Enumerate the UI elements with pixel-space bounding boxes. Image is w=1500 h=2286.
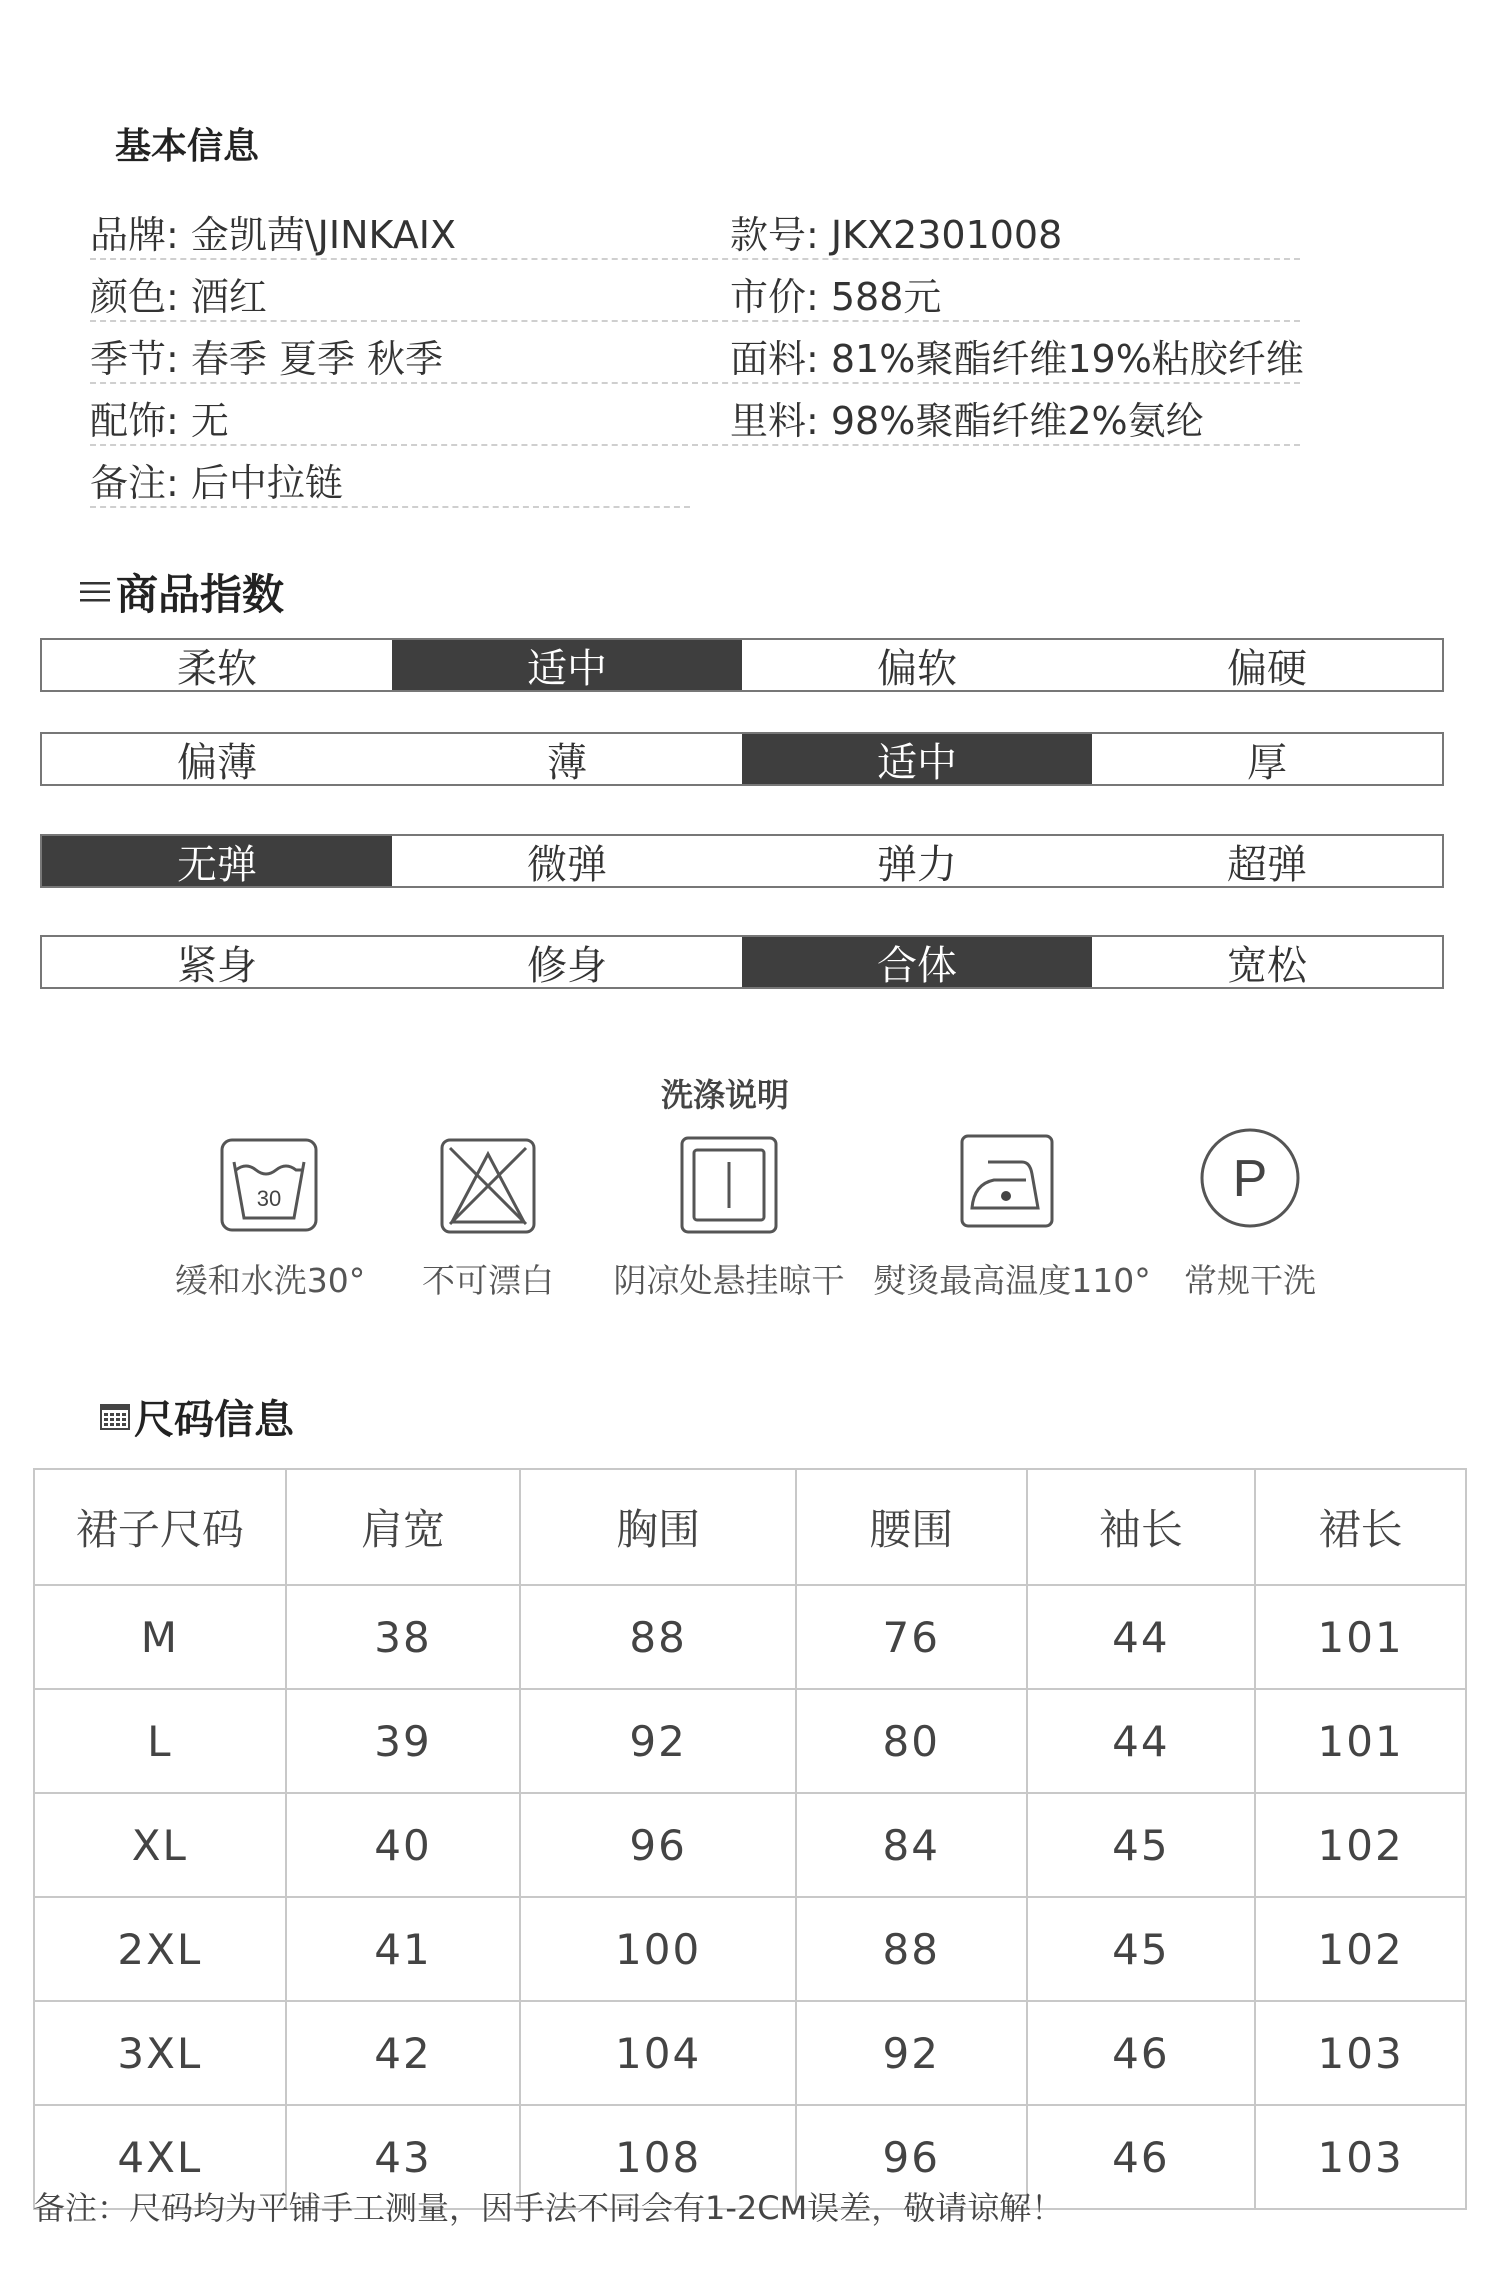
table-cell: 103 <box>1255 2001 1466 2105</box>
index-cell-selected: 无弹 <box>42 836 392 886</box>
header-cell: 裙长 <box>1255 1469 1466 1585</box>
info-season: 季节: 春季 夏季 秋季 <box>90 337 444 381</box>
index-row-elasticity <box>40 834 1444 888</box>
wash-30-icon <box>220 1138 318 1232</box>
index-cell: 厚 <box>1247 739 1287 786</box>
table-cell: 45 <box>1027 1897 1256 2001</box>
table-cell: M <box>34 1585 286 1689</box>
table-cell: 38 <box>286 1585 521 1689</box>
table-cell: 88 <box>520 1585 796 1689</box>
wash-temp: 30 <box>256 1186 282 1211</box>
header-cell: 肩宽 <box>286 1469 521 1585</box>
list-icon <box>80 580 110 604</box>
table-cell: 2XL <box>34 1897 286 2001</box>
index-cell-selected: 适中 <box>392 640 742 690</box>
table-cell: 46 <box>1027 2001 1256 2105</box>
header-cell: 腰围 <box>796 1469 1027 1585</box>
info-style-number: 款号: JKX2301008 <box>730 213 1063 257</box>
header-cell: 裙子尺码 <box>34 1469 286 1585</box>
table-cell: 84 <box>796 1793 1027 1897</box>
calendar-icon <box>100 1402 130 1430</box>
info-row <box>90 444 690 508</box>
dry-clean-letter: P <box>1232 1150 1268 1208</box>
table-row <box>34 2001 1466 2105</box>
table-row <box>34 1585 1466 1689</box>
size-table <box>33 1468 1467 2210</box>
table-cell: 40 <box>286 1793 521 1897</box>
index-cell: 偏硬 <box>1227 645 1307 692</box>
index-cell: 偏软 <box>877 645 957 692</box>
table-cell: 4XL <box>34 2105 286 2209</box>
index-cell: 紧身 <box>177 942 257 989</box>
table-row <box>34 1897 1466 2001</box>
index-cell: 微弹 <box>527 841 607 888</box>
table-cell: 101 <box>1255 1689 1466 1793</box>
index-cell: 宽松 <box>1227 942 1307 989</box>
table-cell: 44 <box>1027 1585 1256 1689</box>
index-row-fit <box>40 935 1444 989</box>
dry-clean-icon <box>1198 1126 1302 1230</box>
info-row <box>90 196 1300 260</box>
index-cell-selected: 适中 <box>742 734 1092 784</box>
info-remark: 备注: 后中拉链 <box>90 461 343 505</box>
index-cell: 薄 <box>547 739 587 786</box>
product-index-title: 商品指数 <box>116 570 285 619</box>
table-cell: 46 <box>1027 2105 1256 2209</box>
table-cell: 108 <box>520 2105 796 2209</box>
size-info-title: 尺码信息 <box>134 1397 294 1443</box>
basic-info-title: 基本信息 <box>115 126 260 167</box>
table-cell: 102 <box>1255 1897 1466 2001</box>
index-cell: 偏薄 <box>177 739 257 786</box>
wash-label: 常规干洗 <box>1184 1261 1316 1300</box>
table-cell: 39 <box>286 1689 521 1793</box>
table-cell: 45 <box>1027 1793 1256 1897</box>
index-cell-selected: 合体 <box>742 937 1092 987</box>
index-row-thickness <box>40 732 1444 786</box>
table-cell: 3XL <box>34 2001 286 2105</box>
table-cell: 102 <box>1255 1793 1466 1897</box>
table-cell: 80 <box>796 1689 1027 1793</box>
table-cell: 43 <box>286 2105 521 2209</box>
table-cell: 92 <box>796 2001 1027 2105</box>
index-row-softness <box>40 638 1444 692</box>
header-cell: 胸围 <box>520 1469 796 1585</box>
line-dry-shade-icon <box>680 1136 778 1234</box>
table-cell: 103 <box>1255 2105 1466 2209</box>
wash-label: 熨烫最高温度110° <box>873 1261 1151 1300</box>
info-color: 颜色: 酒红 <box>90 275 267 319</box>
size-note: 备注：尺码均为平铺手工测量，因手法不同会有1-2CM误差，敬请谅解！ <box>33 2189 1064 2227</box>
table-cell: 92 <box>520 1689 796 1793</box>
table-cell: 101 <box>1255 1585 1466 1689</box>
index-cell: 弹力 <box>877 841 957 888</box>
table-cell: XL <box>34 1793 286 1897</box>
info-price: 市价: 588元 <box>730 275 942 319</box>
table-cell: 104 <box>520 2001 796 2105</box>
info-row <box>90 382 1300 446</box>
table-cell: 100 <box>520 1897 796 2001</box>
index-cell: 修身 <box>527 942 607 989</box>
table-cell: 76 <box>796 1585 1027 1689</box>
table-cell: 41 <box>286 1897 521 2001</box>
table-header-row <box>34 1469 1466 1585</box>
wash-label: 不可漂白 <box>422 1261 554 1300</box>
wash-label: 阴凉处悬挂晾干 <box>613 1261 845 1300</box>
header-cell: 袖长 <box>1027 1469 1256 1585</box>
table-cell: 96 <box>520 1793 796 1897</box>
info-accessory: 配饰: 无 <box>90 399 229 443</box>
wash-title: 洗涤说明 <box>660 1076 789 1114</box>
iron-icon <box>960 1134 1054 1228</box>
table-cell: 44 <box>1027 1689 1256 1793</box>
table-cell: 88 <box>796 1897 1027 2001</box>
table-cell: L <box>34 1689 286 1793</box>
index-cell: 柔软 <box>177 645 257 692</box>
table-row <box>34 1689 1466 1793</box>
table-row <box>34 1793 1466 1897</box>
info-fabric: 面料: 81%聚酯纤维19%粘胶纤维 <box>730 337 1304 381</box>
info-lining: 里料: 98%聚酯纤维2%氨纶 <box>730 399 1204 443</box>
info-brand: 品牌: 金凯茜\JINKAIX <box>90 213 457 257</box>
info-row <box>90 320 1304 384</box>
info-row <box>90 258 1300 322</box>
table-cell: 42 <box>286 2001 521 2105</box>
no-bleach-icon <box>440 1138 536 1234</box>
index-cell: 超弹 <box>1227 841 1307 888</box>
table-cell: 96 <box>796 2105 1027 2209</box>
wash-label: 缓和水洗30° <box>174 1261 366 1300</box>
